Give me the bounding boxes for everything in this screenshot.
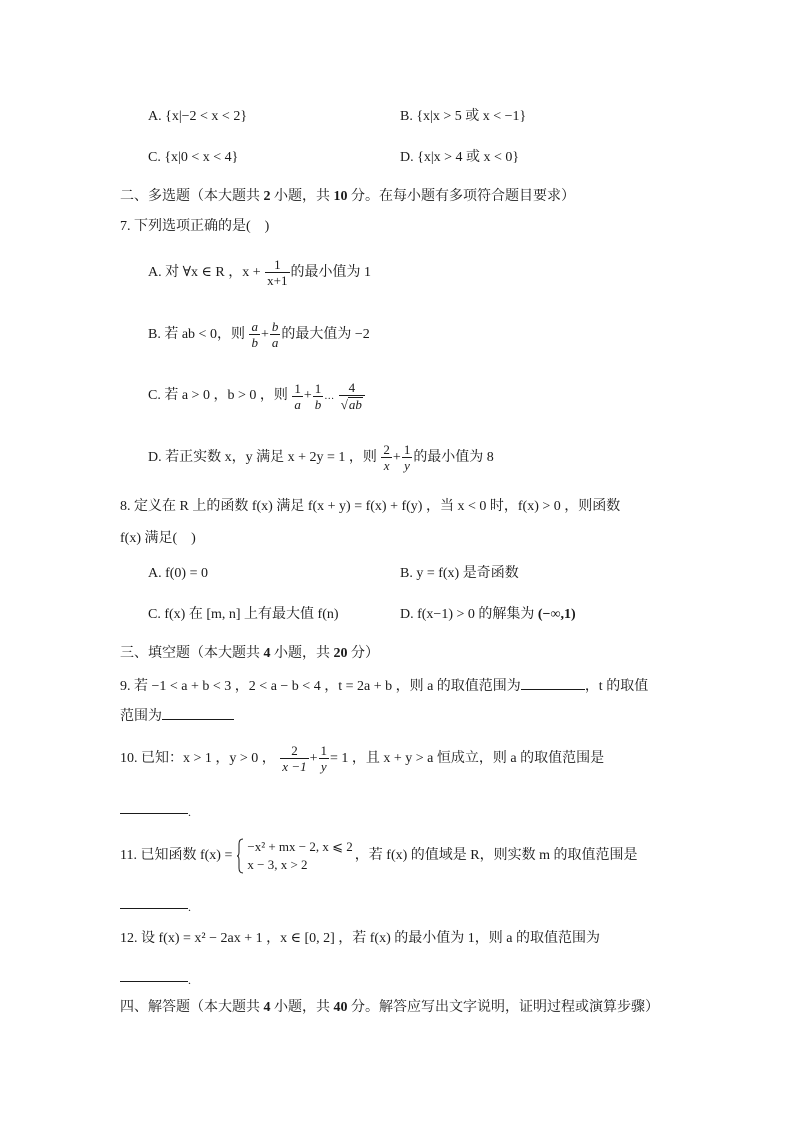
q10-answer-blank[interactable]	[120, 813, 188, 814]
q8-option-c: C. f(x) 在 [m, n] 上有最大值 f(n)	[148, 607, 339, 622]
q9-line2: 范围为	[120, 705, 234, 727]
q6-option-d: D. {x|x > 4 或 x < 0}	[400, 150, 520, 165]
q9-blank-t[interactable]	[162, 705, 234, 720]
q8-stem-line2: f(x) 满足( )	[120, 531, 196, 546]
section-3-header: 三、填空题（本大题共 4 小题，共 20 分）	[120, 646, 379, 661]
q8-stem-line1: 8. 定义在 R 上的函数 f(x) 满足 f(x + y) = f(x) + f(y) ，当 x < 0 时，f(x) > 0 ，则函数	[120, 499, 621, 514]
q7-option-d: D. 若正实数 x，y 满足 x + 2y = 1 ，则 $\frac{2}{x}$ + $\frac{1}{y}$ 的最小值为 8	[148, 442, 494, 474]
q6-option-a: A. {x|−2 < x < 2}	[148, 109, 248, 124]
q10-stem: 10. 已知：x > 1 ，y > 0 ， $\frac{2}{x -1}$ + $\frac{1}{y}$ = 1 ，且 x + y > a 恒成立，则 a 的取值范围是	[120, 743, 605, 775]
q7-stem: 7. 下列选项正确的是( )	[120, 219, 270, 234]
q11-stem: 11. 已知函数 f(x) = −x² + mx − 2, x ⩽ 2 x − 3, x > 2 ，若 f(x) 的值域是 R，则实数 m 的取值范围是	[120, 838, 638, 872]
q7-option-c: C. 若 a > 0 ，b > 0 ，则 $\frac{1}{a}$ + $\frac{1}{b}$ … $\frac{4}{√ab}$	[148, 381, 366, 412]
q11-piecewise: −x² + mx − 2, x ⩽ 2 x − 3, x > 2	[247, 838, 353, 872]
q11-brace	[236, 838, 244, 874]
q12-stem: 12. 设 f(x) = x² − 2ax + 1 ，x ∈ [0, 2] ，若 f(x) 的最小值为 1，则 a 的取值范围为	[120, 931, 600, 946]
q6-option-c: C. {x|0 < x < 4}	[148, 150, 239, 165]
q8-option-a: A. f(0) = 0	[148, 566, 208, 581]
q7-a-fraction: $\frac{1}{x+1}$	[267, 257, 288, 289]
section-2-header: 二、多选题（本大题共 2 小题，共 10 分。在每小题有多项符合题目要求）	[120, 189, 575, 204]
q11-period: .	[188, 900, 191, 914]
q11-answer-blank[interactable]	[120, 908, 188, 909]
q9-line1: 9. 若 −1 < a + b < 3 ，2 < a − b < 4 ，t = 2a + b ，则 a 的取值范围为 ，t 的取值	[120, 675, 648, 697]
q8-option-d: D. f(x−1) > 0 的解集为 (−∞,1)	[400, 607, 576, 622]
q7-option-b: B. 若 ab < 0，则 $\frac{a}{b}$ + $\frac{b}{a}$ 的最大值为 −2	[148, 319, 370, 351]
q9-blank-a[interactable]	[521, 675, 585, 690]
section-4-header: 四、解答题（本大题共 4 小题，共 40 分。解答应写出文字说明，证明过程或演算步骤）	[120, 1000, 659, 1015]
q12-answer-blank[interactable]	[120, 981, 188, 982]
q6-option-b: B. {x|x > 5 或 x < −1}	[400, 109, 527, 124]
q7-option-a: A. 对 ∀x ∈ R ，x + $\frac{1}{x+1}$ 的最小值为 1	[148, 257, 371, 289]
q10-period: .	[188, 805, 191, 819]
q12-period: .	[188, 973, 191, 987]
q8-option-b: B. y = f(x) 是奇函数	[400, 566, 519, 581]
